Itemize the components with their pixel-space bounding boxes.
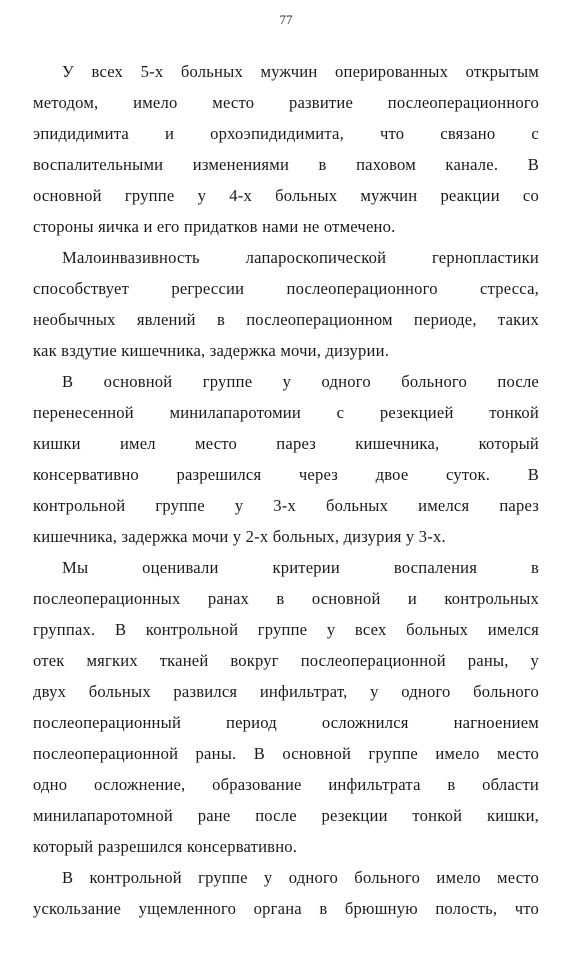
paragraph-line: способствует регрессии послеоперационного стресса, (33, 279, 539, 298)
paragraph-line: кишки имел место парез кишечника, который (33, 434, 539, 453)
paragraph-line: В контрольной группе у одного больного имело место (62, 868, 539, 887)
paragraph-line: Малоинвазивность лапароскопической гернопластики (62, 248, 539, 267)
paragraph-line: кишечника, задержка мочи у 2-х больных, дизурия у 3-х. (33, 527, 446, 546)
paragraph-line: который разрешился консервативно. (33, 837, 298, 856)
paragraph-line: воспалительными изменениями в паховом канале. В (33, 155, 539, 174)
paragraph-line: одно осложнение, образование инфильтрата в области (33, 775, 539, 794)
paragraph-line: перенесенной минилапаротомии с резекцией тонкой (33, 403, 539, 422)
paragraph-line: группах. В контрольной группе у всех больных имелся (33, 620, 539, 639)
paragraph-line: необычных явлений в послеоперационном периоде, таких (33, 310, 539, 329)
paragraph-line: послеоперационной раны. В основной группе имело место (33, 744, 539, 763)
paragraph-line: Мы оценивали критерии воспаления в (62, 558, 539, 577)
paragraph-line: послеоперационный период осложнился нагноением (33, 713, 539, 732)
paragraph-line: консервативно разрешился через двое суток. В (33, 465, 539, 484)
paragraph-line: стороны яичка и его придатков нами не отмечено. (33, 217, 396, 236)
page-number: 77 (279, 12, 293, 27)
paragraph-line: методом, имело место развитие послеоперационного (33, 93, 539, 112)
paragraph-line: как вздутие кишечника, задержка мочи, дизурии. (33, 341, 390, 360)
paragraph-line: отек мягких тканей вокруг послеоперационной раны, у (33, 651, 539, 670)
paragraph-line: послеоперационных ранах в основной и контрольных (33, 589, 539, 608)
paragraph-line: контрольной группе у 3-х больных имелся парез (33, 496, 539, 515)
paragraph-line: основной группе у 4-х больных мужчин реакции со (33, 186, 539, 205)
paragraph-line: В основной группе у одного больного после (62, 372, 539, 391)
paragraph-line: эпидидимита и орхоэпидидимита, что связано с (33, 124, 539, 143)
paragraph-line: ускользание ущемленного органа в брюшную полость, что (33, 899, 539, 918)
paragraph-line: минилапаротомной ране после резекции тонкой кишки, (33, 806, 539, 825)
paragraph-line: У всех 5-х больных мужчин оперированных открытым (62, 62, 539, 81)
paragraph-line: двух больных развился инфильтрат, у одного больного (33, 682, 539, 701)
